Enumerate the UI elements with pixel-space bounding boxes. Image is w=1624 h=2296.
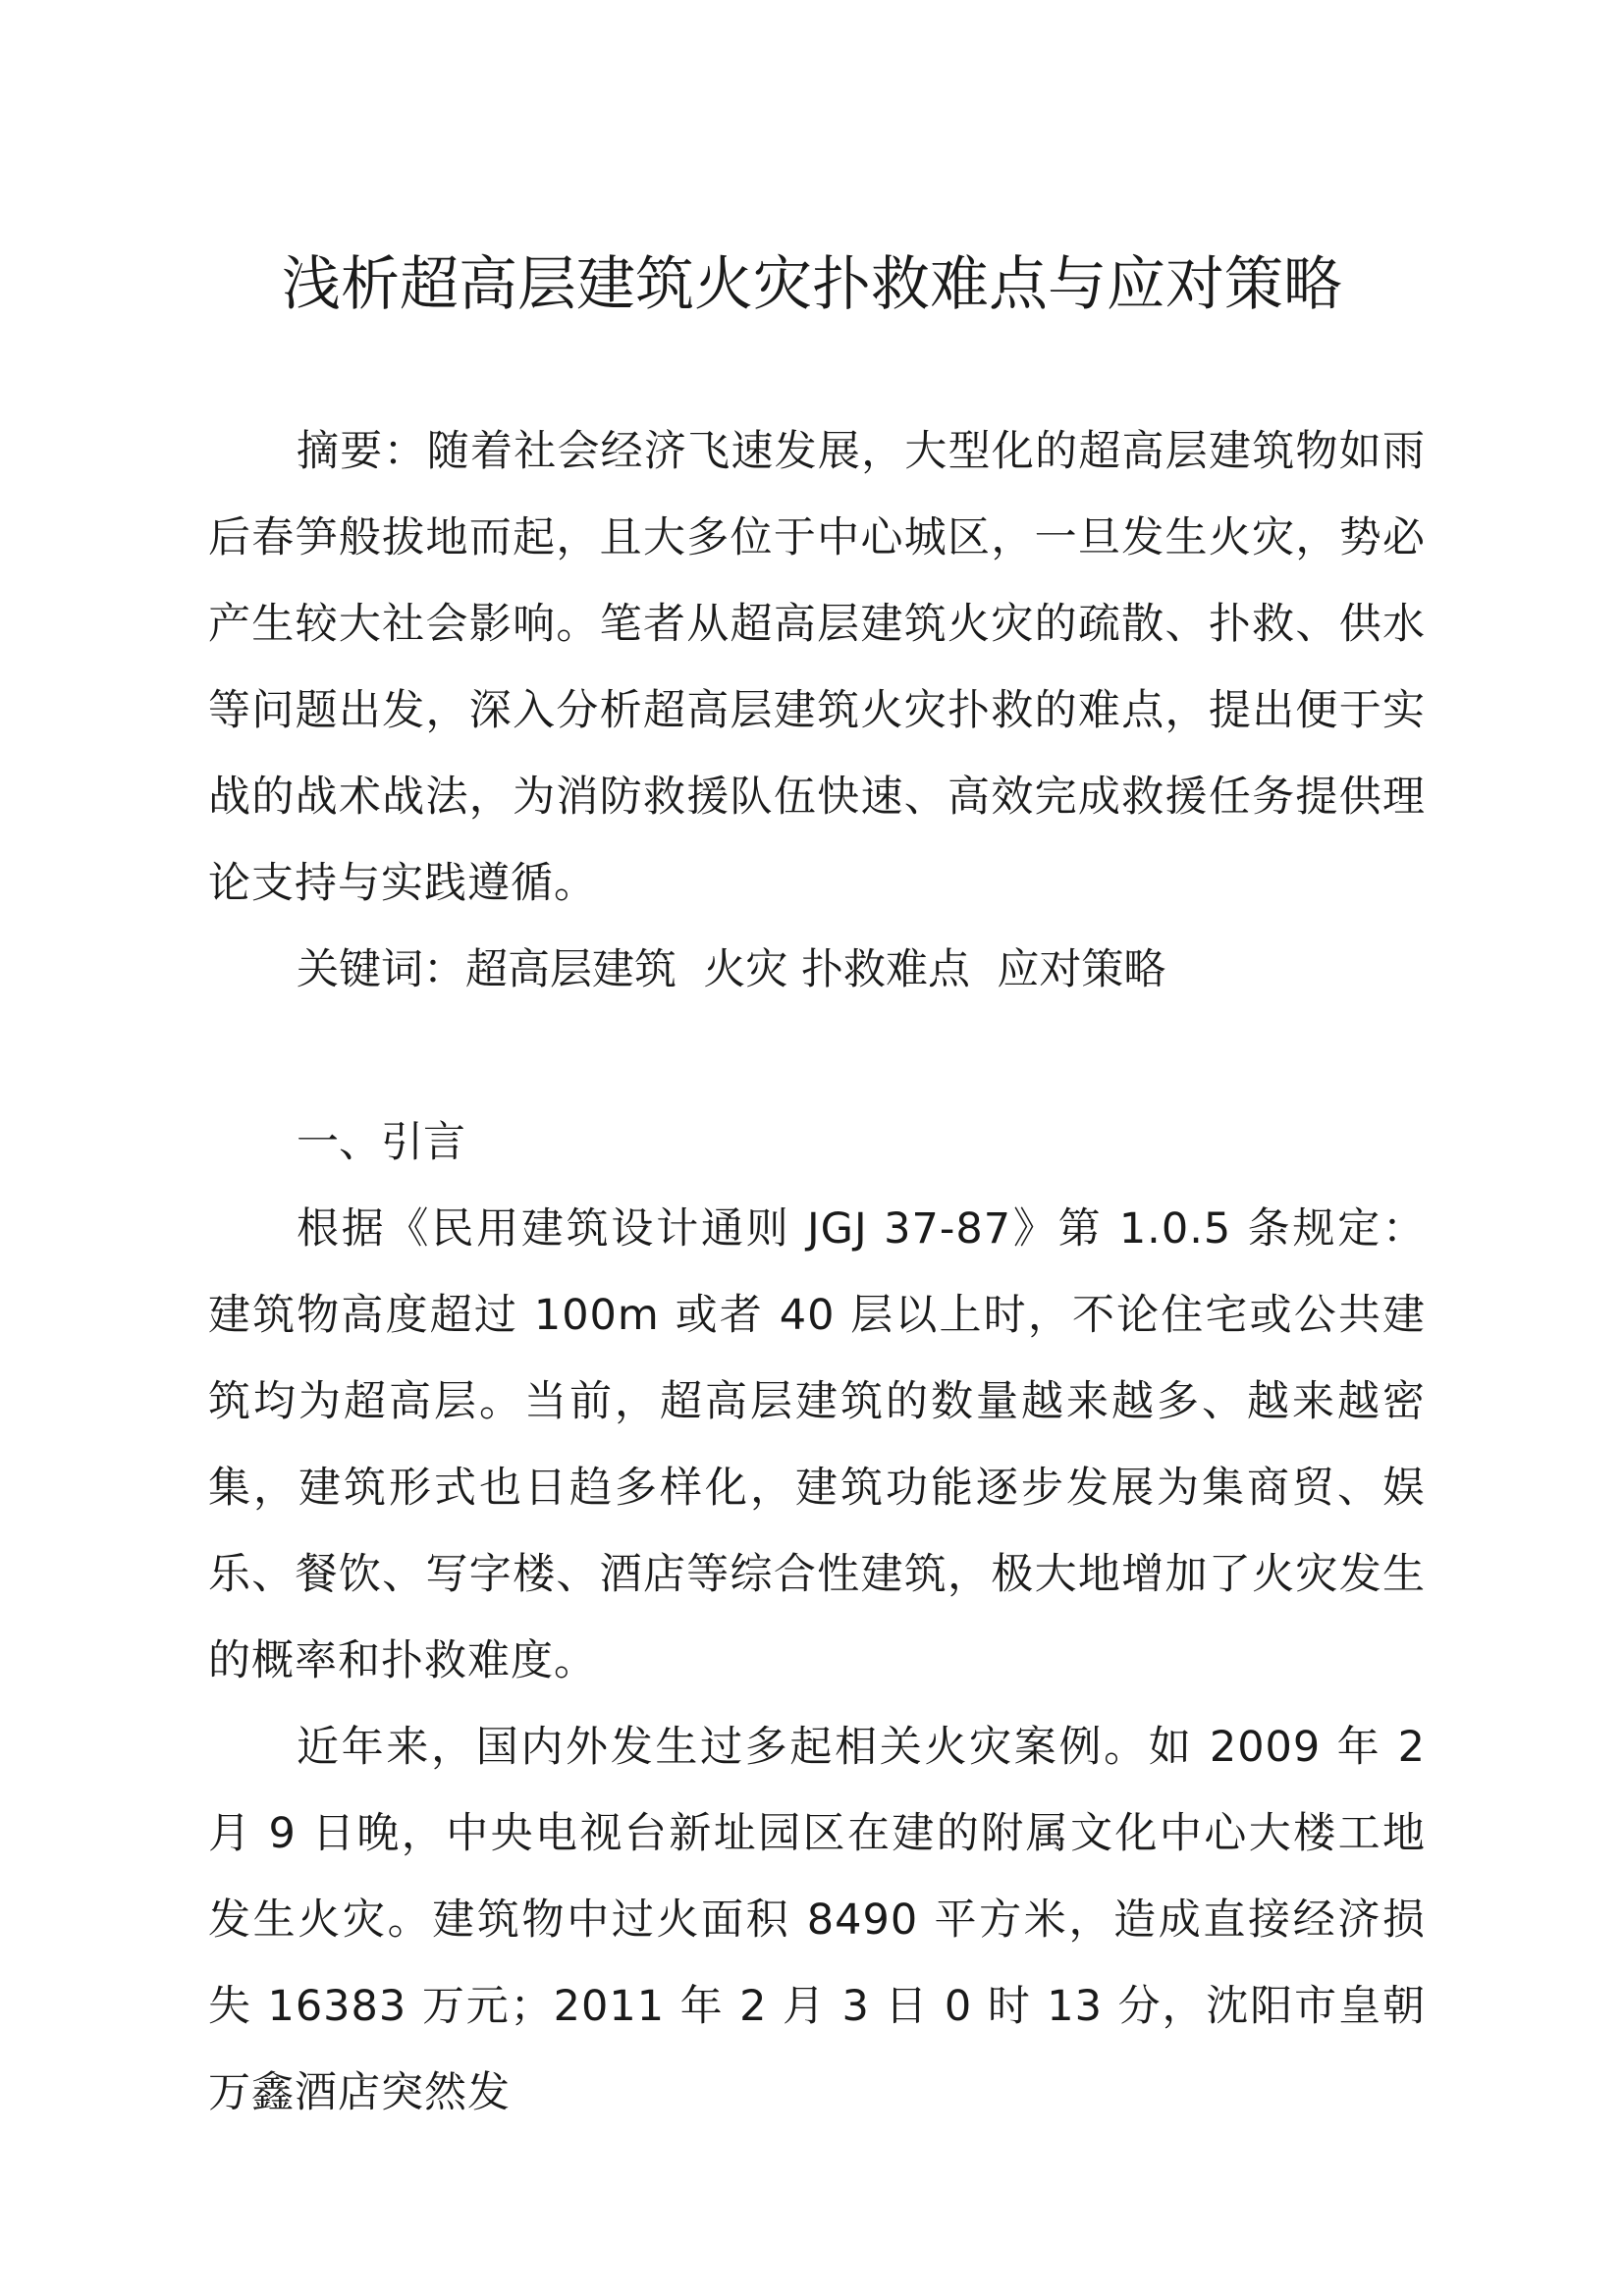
section-heading-introduction: 一、引言 [297, 1118, 465, 1167]
abstract-paragraph: 摘要：随着社会经济飞速发展，大型化的超高层建筑物如雨后春笋般拔地而起，且大多位于中心城区，一旦发生火灾，势必产生较大社会影响。笔者从超高层建筑火灾的疏散、扑救、供水等问题出发，深入分析超高层建筑火灾扑救的难点，提出便于实战的战术战法，为消防救援队伍快速、高效完成救援任务提供理论支持与实践遵循。 [208, 427, 1426, 908]
document-title: 浅析超高层建筑火灾扑救难点与应对策略 [282, 250, 1342, 319]
body-paragraph-1: 根据《民用建筑设计通则 JGJ 37-87》第 1.0.5 条规定：建筑物高度超过 100m 或者 40 层以上时，不论住宅或公共建筑均为超高层。当前，超高层建筑的数量越来越多、越来越密集，建筑形式也日趋多样化，建筑功能逐步发展为集商贸、娱乐、餐饮、写字楼、酒店等综合性建筑，极大地增加了火灾发生的概率和扑救难度。 [208, 1204, 1426, 1685]
keywords-line: 关键词：超高层建筑 火灾 扑救难点 应对策略 [297, 945, 1166, 994]
body-paragraph-2: 近年来，国内外发生过多起相关火灾案例。如 2009 年 2 月 9 日晚，中央电视台新址园区在建的附属文化中心大楼工地发生火灾。建筑物中过火面积 8490 平方米，造成直接经济损失 16383 万元；2011 年 2 月 3 日 0 时 13 分，沈阳市皇朝万鑫酒店突然发 [208, 1723, 1426, 2117]
